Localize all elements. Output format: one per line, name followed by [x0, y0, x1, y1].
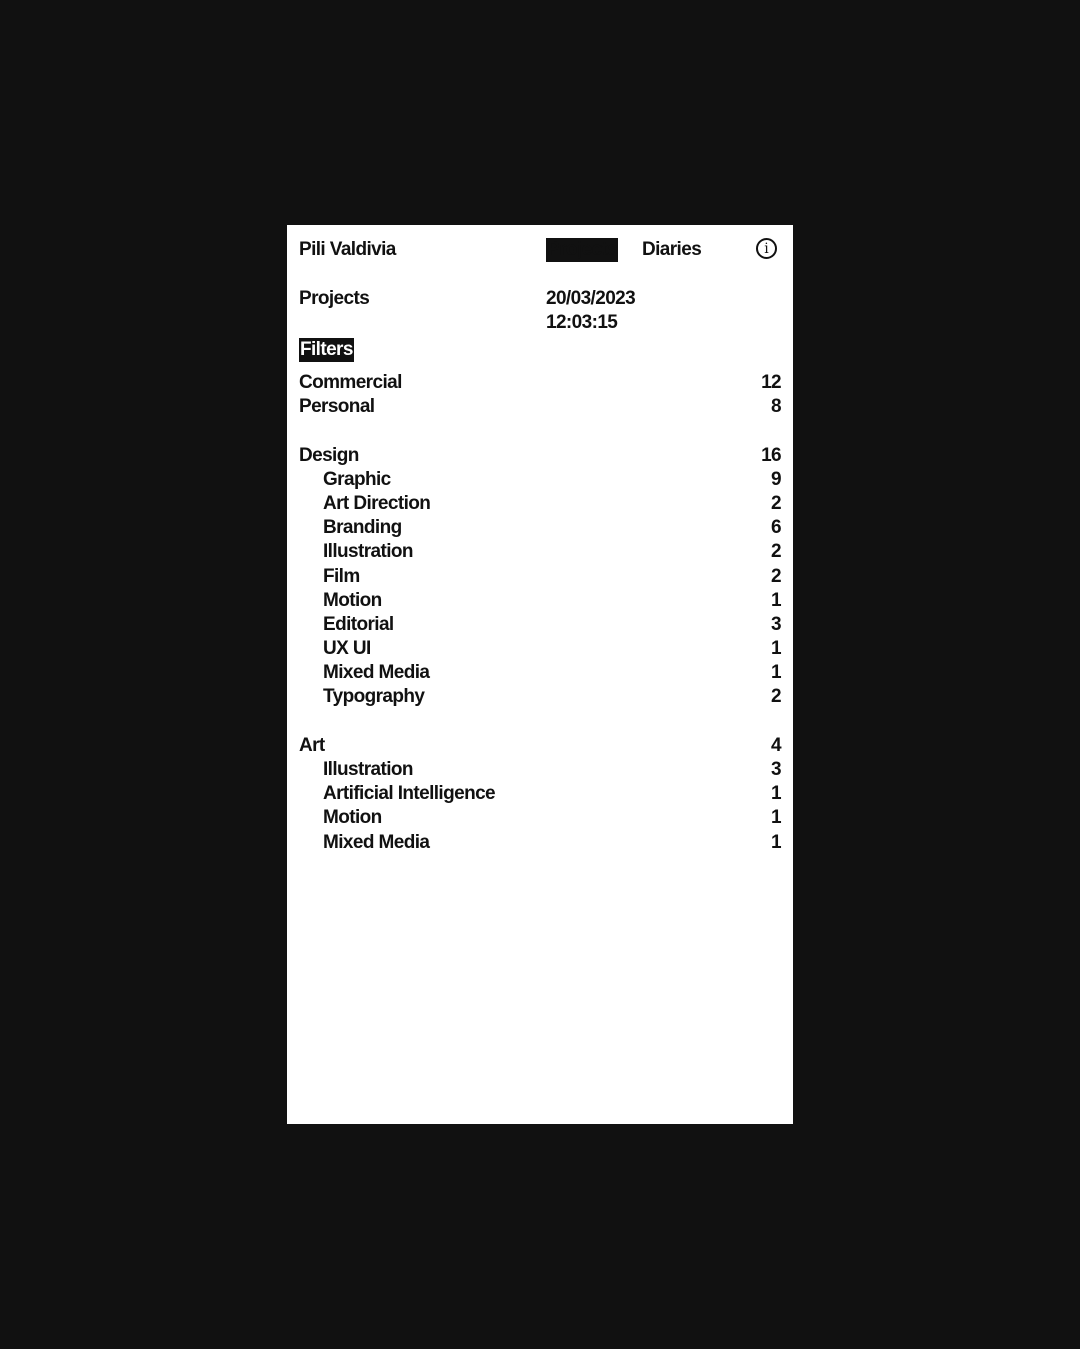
filter-label: UX UI	[323, 638, 371, 660]
filter-design-illustration[interactable]	[299, 540, 781, 564]
filter-design-mixed-media[interactable]	[299, 661, 781, 685]
filter-count: 16	[761, 444, 781, 466]
filter-design[interactable]	[299, 444, 781, 468]
filter-count: 2	[771, 565, 781, 587]
filter-count: 3	[771, 759, 781, 780]
filter-design-art-direction[interactable]	[299, 492, 781, 516]
filter-art-artificial-intelligence[interactable]	[299, 782, 781, 806]
filter-count: 2	[771, 541, 781, 563]
filter-label: Motion	[323, 807, 382, 829]
nav-diaries[interactable]: Diaries	[642, 239, 702, 260]
nav-projects[interactable]: Projects	[547, 239, 618, 260]
filter-count: 2	[771, 686, 781, 708]
page-title: Projects	[299, 288, 370, 309]
info-icon[interactable]: i	[756, 238, 777, 259]
filter-list	[299, 371, 781, 855]
filter-label: Commercial	[299, 372, 402, 393]
filter-design-ux-ui[interactable]	[299, 637, 781, 661]
filter-label: Art Direction	[323, 492, 431, 514]
filter-label: Mixed Media	[323, 831, 430, 853]
filter-label: Mixed Media	[323, 662, 430, 684]
filter-count: 3	[771, 613, 781, 635]
filter-count: 1	[771, 638, 781, 660]
filters-toggle[interactable]: Filters	[300, 339, 353, 360]
filter-art-mixed-media[interactable]	[299, 831, 781, 855]
filter-label: Film	[323, 565, 360, 587]
filter-count: 1	[771, 807, 781, 829]
filter-label: Art	[299, 734, 325, 756]
filter-label: Motion	[323, 589, 382, 611]
filter-count: 1	[771, 831, 781, 853]
filter-label: Branding	[323, 517, 402, 539]
filter-design-graphic[interactable]	[299, 468, 781, 492]
filter-count: 6	[771, 517, 781, 539]
filter-art-illustration[interactable]	[299, 758, 781, 782]
filter-label: Graphic	[323, 468, 391, 490]
filter-label: Design	[299, 444, 359, 466]
current-time: 12:03:15	[546, 312, 618, 333]
filter-label: Typography	[323, 686, 425, 708]
filter-art-motion[interactable]	[299, 806, 781, 830]
filter-label: Artificial Intelligence	[323, 783, 496, 805]
filter-design-film[interactable]	[299, 565, 781, 589]
filter-count: 8	[771, 396, 781, 418]
filter-design-editorial[interactable]	[299, 613, 781, 637]
filter-label: Personal	[299, 396, 375, 418]
filter-label: Illustration	[323, 759, 413, 780]
filter-count: 1	[771, 662, 781, 684]
filter-personal[interactable]	[299, 395, 781, 419]
filter-commercial[interactable]	[299, 371, 781, 395]
filter-count: 9	[771, 468, 781, 490]
site-name-link[interactable]: Pili Valdivia	[299, 239, 396, 260]
current-date: 20/03/2023	[546, 288, 636, 309]
filter-count: 1	[771, 783, 781, 805]
filter-count: 12	[761, 372, 781, 393]
filter-art[interactable]	[299, 734, 781, 758]
filter-label: Editorial	[323, 613, 394, 635]
mobile-screen	[287, 225, 793, 1124]
filter-design-motion[interactable]	[299, 589, 781, 613]
filter-count: 1	[771, 589, 781, 611]
filter-count: 4	[771, 734, 781, 756]
filter-label: Illustration	[323, 541, 413, 563]
filter-design-branding[interactable]	[299, 516, 781, 540]
filter-count: 2	[771, 492, 781, 514]
filter-design-typography[interactable]	[299, 685, 781, 709]
